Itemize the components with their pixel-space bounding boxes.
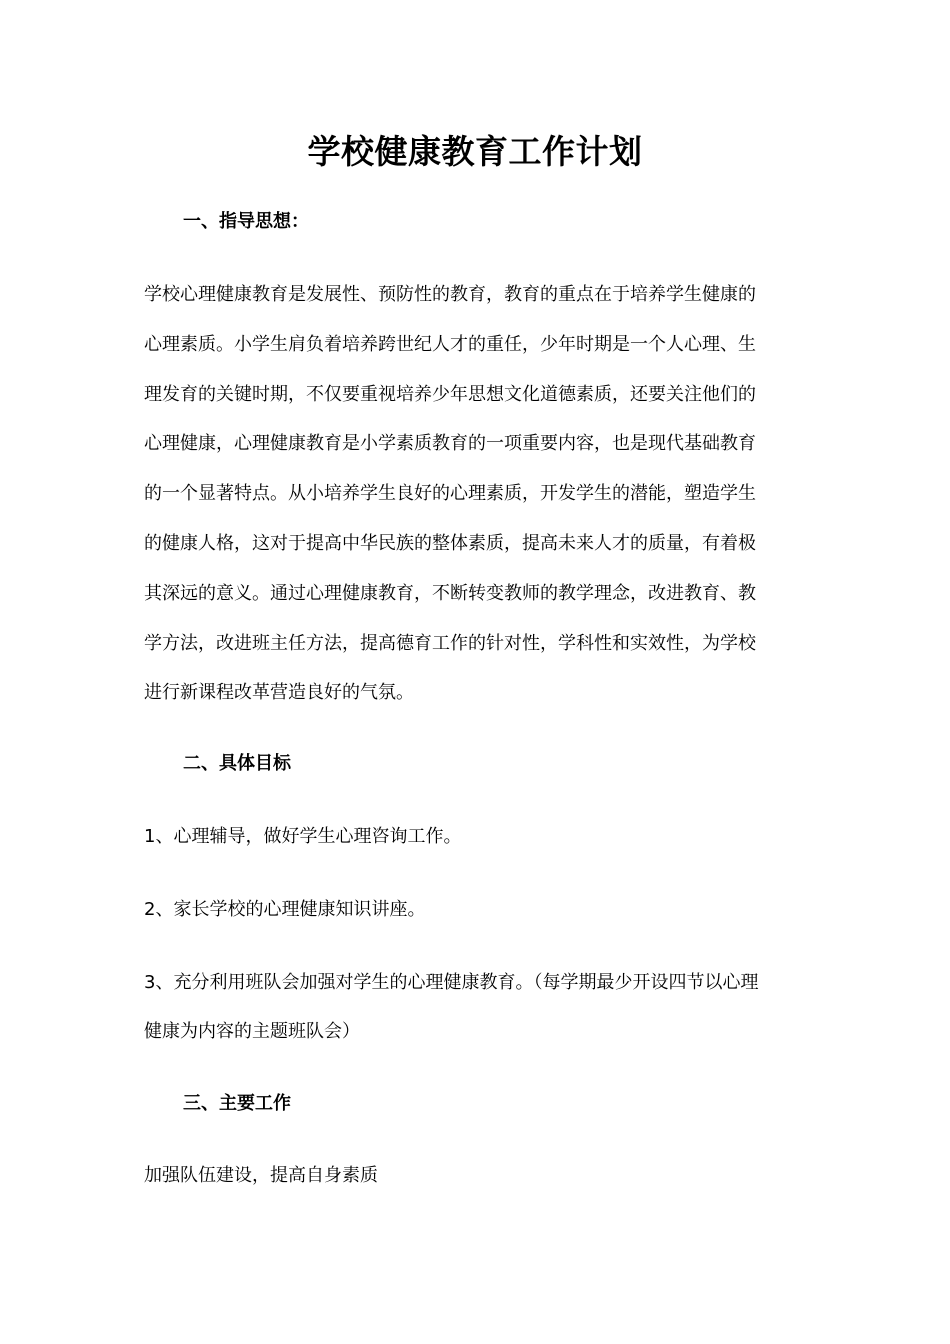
paragraph-line: 心理健康，心理健康教育是小学素质教育的一项重要内容，也是现代基础教育 — [144, 433, 756, 455]
list-item-text: 3、充分利用班队会加强对学生的心理健康教育。（每学期最少开设四节以心理 — [144, 972, 759, 993]
paragraph-line: 其深远的意义。通过心理健康教育，不断转变教师的教学理念，改进教育、教 — [144, 582, 756, 604]
list-item-text: 1、心理辅导，做好学生心理咨询工作。 — [144, 826, 462, 847]
paragraph-main-work — [144, 1151, 814, 1200]
paragraph-line: 进行新课程改革营造良好的气氛。 — [144, 682, 414, 704]
list-item-text: 健康为内容的主题班队会） — [144, 1021, 360, 1042]
paragraph-line: 学校心理健康教育是发展性、预防性的教育，教育的重点在于培养学生健康的 — [144, 284, 756, 305]
paragraph-guiding-ideology — [144, 270, 814, 718]
paragraph-line: 理发育的关键时期，不仅要重视培养少年思想文化道德素质，还要关注他们的 — [144, 383, 756, 405]
section-heading-guiding-ideology: 一、指导思想： — [183, 211, 309, 232]
paragraph-line: 加强队伍建设，提高自身素质 — [144, 1165, 378, 1186]
list-item-goal-2 — [144, 885, 814, 934]
list-item-text: 2、家长学校的心理健康知识讲座。 — [144, 899, 426, 920]
paragraph-line: 学方法，改进班主任方法，提高德育工作的针对性，学科性和实效性，为学校 — [144, 632, 756, 654]
list-item-goal-3 — [144, 958, 814, 1056]
document-title: 学校健康教育工作计划 — [307, 132, 643, 171]
paragraph-line: 的一个显著特点。从小培养学生良好的心理素质，开发学生的潜能，塑造学生 — [144, 483, 756, 505]
paragraph-line: 心理素质。小学生肩负着培养跨世纪人才的重任，少年时期是一个人心理、生 — [144, 333, 756, 355]
section-heading-main-work: 三、主要工作 — [183, 1093, 291, 1114]
section-heading-specific-goals: 二、具体目标 — [183, 753, 291, 774]
paragraph-line: 的健康人格，这对于提高中华民族的整体素质，提高未来人才的质量，有着极 — [144, 532, 756, 554]
list-item-goal-1 — [144, 812, 814, 861]
